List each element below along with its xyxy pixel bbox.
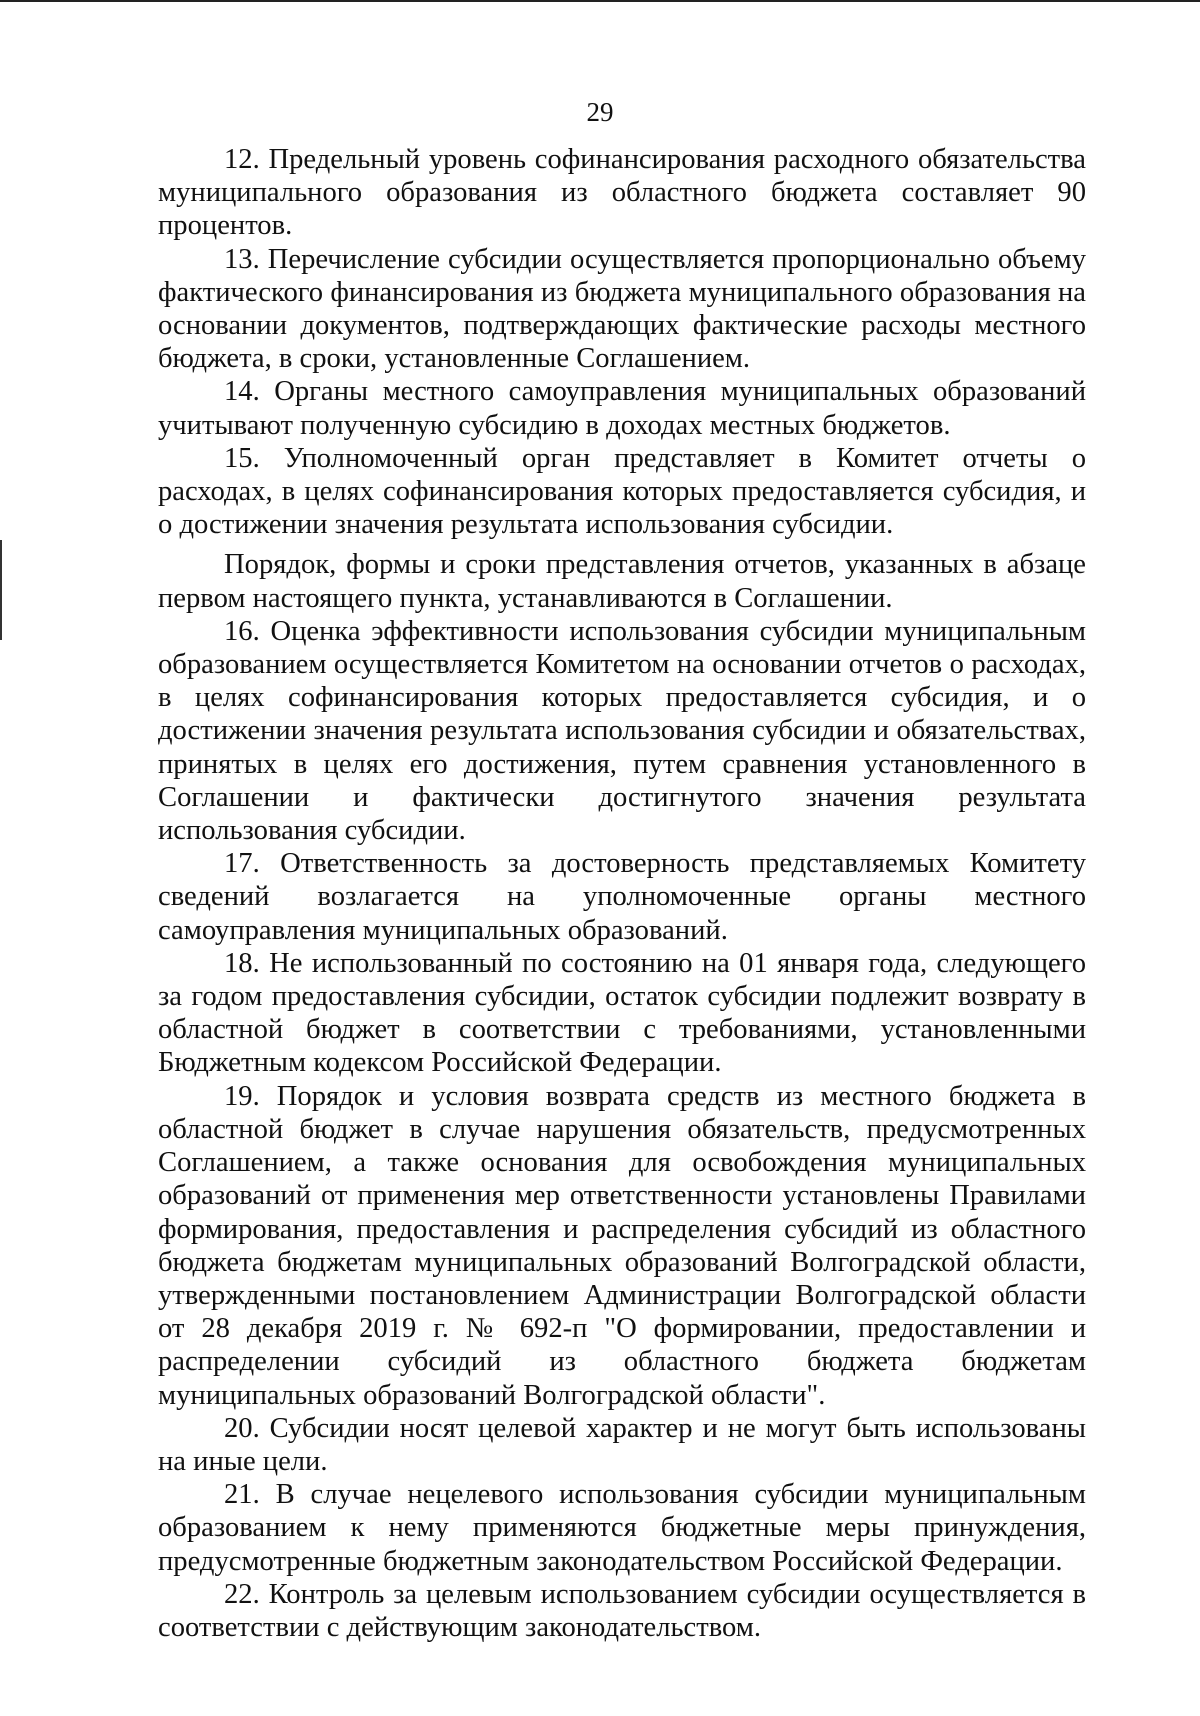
- paragraph-19: 19. Порядок и условия возврата средств из местного бюджета в областной бюджет в случае нарушения обязательств, предусмотренных Соглашением, а также основания для освобождения муниципальных образований от применения мер ответственности установлены Правилами формирования, предоставления и распределения субсидий из областного бюджета бюджетам муниципальных образований Волгоградской области, утвержденными постановлением Администрации Волгоградской области от 28 декабря 2019 г. № 692-п "О формировании, предоставлении и распределении субсидий из областного бюджета бюджетам муниципальных образований Волгоградской области".: [158, 1080, 1086, 1411]
- paragraph-13: 13. Перечисление субсидии осуществляется пропорционально объему фактического финансирования из бюджета муниципального образования на основании документов, подтверждающих фактические расходы местного бюджета, в сроки, установленные Соглашением.: [158, 243, 1086, 375]
- scan-left-edge-mark: [0, 540, 2, 640]
- document-body: [158, 143, 1086, 1644]
- paragraph-16: 16. Оценка эффективности использования субсидии муниципальным образованием осуществляется Комитетом на основании отчетов о расходах, в целях софинансирования которых предоставляется субсидия, и о достижении значения результата использования субсидии и обязательствах, принятых в целях его достижения, путем сравнения установленного в Соглашении и фактически достигнутого значения результата использования субсидии.: [158, 615, 1086, 847]
- paragraph-21: 21. В случае нецелевого использования субсидии муниципальным образованием к нему применяются бюджетные меры принуждения, предусмотренные бюджетным законодательством Российской Федерации.: [158, 1479, 1086, 1577]
- paragraph-18: 18. Не использованный по состоянию на 01 января года, следующего за годом предоставления субсидии, остаток субсидии подлежит возврату в областной бюджет в соответствии с требованиями, установленными Бюджетным кодексом Российской Федерации.: [158, 947, 1086, 1079]
- paragraph-20: 20. Субсидии носят целевой характер и не могут быть использованы на иные цели.: [158, 1412, 1086, 1477]
- paragraph-15-second: Порядок, формы и сроки представления отчетов, указанных в абзаце первом настоящего пункта, устанавливаются в Соглашении.: [158, 549, 1086, 614]
- paragraph-22: 22. Контроль за целевым использованием субсидии осуществляется в соответствии с действующим законодательством.: [158, 1578, 1086, 1643]
- paragraph-17: 17. Ответственность за достоверность представляемых Комитету сведений возлагается на уполномоченные органы местного самоуправления муниципальных образований.: [158, 848, 1086, 946]
- page-number: 29: [586, 97, 614, 127]
- paragraph-12: 12. Предельный уровень софинансирования расходного обязательства муниципального образования из областного бюджета составляет 90 процентов.: [158, 144, 1086, 242]
- paragraph-14: 14. Органы местного самоуправления муниципальных образований учитывают полученную субсидию в доходах местных бюджетов.: [158, 376, 1086, 441]
- paragraph-15: 15. Уполномоченный орган представляет в Комитет отчеты о расходах, в целях софинансирования которых предоставляется субсидия, и о достижении значения результата использования субсидии.: [158, 442, 1086, 541]
- scan-top-edge: [0, 0, 1200, 2]
